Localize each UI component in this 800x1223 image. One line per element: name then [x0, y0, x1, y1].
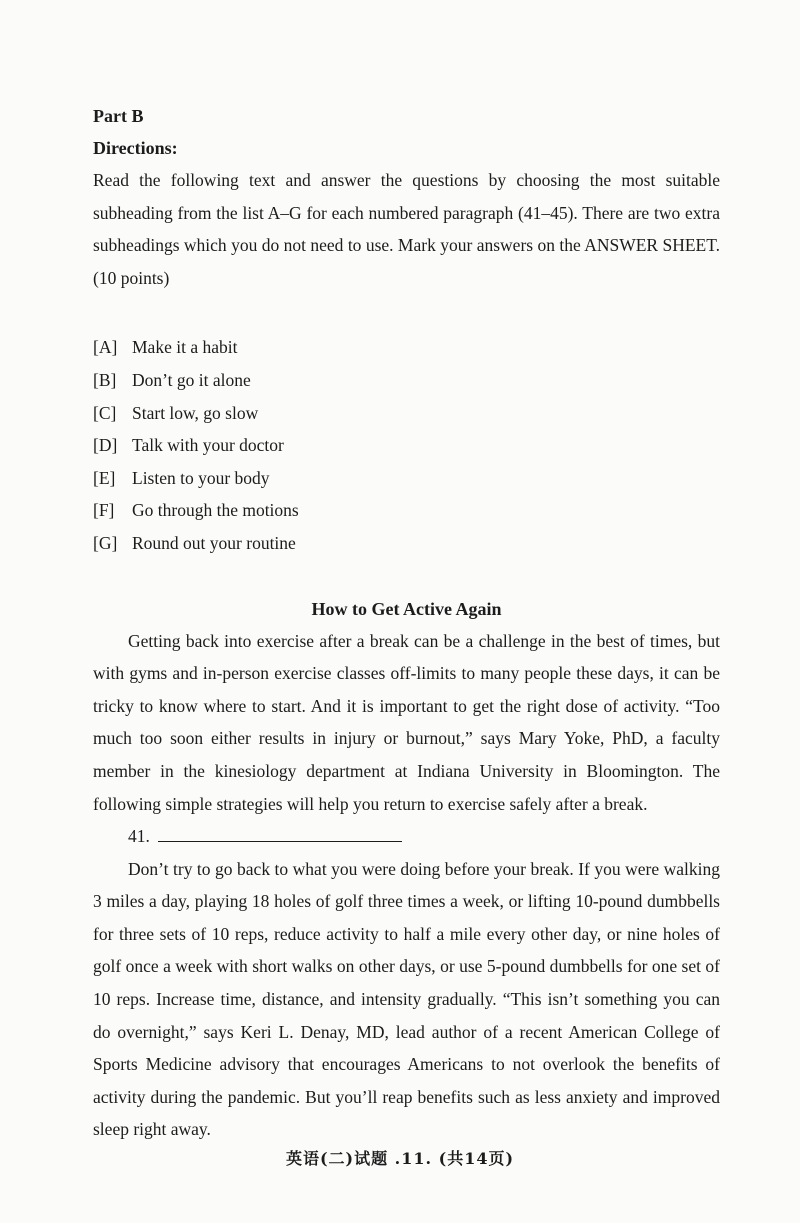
option-b — [93, 364, 720, 397]
option-e — [93, 462, 720, 495]
article-intro: Getting back into exercise after a break can be a challenge in the best of times, but with gyms and in-person exercise classes off-limits to many people these days, it can be tricky to know where to start. And it is important to get the right dose of activity. “Too much too soon either results in injury or burnout,” says Mary Yoke, PhD, a faculty member in the kinesiology department at Indiana University in Bloomington. The following simple strategies will help you return to exercise safely after a break. — [93, 630, 720, 814]
answer-blank[interactable] — [158, 821, 402, 842]
option-text: Don’t go it alone — [132, 369, 251, 390]
article-title: How to Get Active Again — [311, 598, 502, 619]
option-a — [93, 331, 720, 364]
subheading-options — [93, 331, 720, 559]
option-letter: [B] — [93, 369, 117, 390]
option-f — [93, 494, 720, 527]
page-content — [93, 100, 720, 1146]
option-g — [93, 527, 720, 560]
option-text: Go through the motions — [132, 500, 299, 521]
directions-text: Read the following text and answer the questions by choosing the most suitable subheading from the list A–G for each numbered paragraph (41–45). There are two extra subheadings which you do not need to use. Mark your answers on the ANSWER SHEET. (10 points) — [93, 170, 720, 288]
option-text: Make it a habit — [132, 337, 238, 358]
option-text: Talk with your doctor — [132, 435, 284, 456]
option-letter: [G] — [93, 532, 118, 553]
option-text: Start low, go slow — [132, 402, 259, 423]
part-heading: Part B — [93, 106, 144, 126]
option-letter: [E] — [93, 467, 116, 488]
option-letter: [F] — [93, 500, 115, 521]
option-text: Listen to your body — [132, 467, 270, 488]
option-c — [93, 397, 720, 430]
option-text: Round out your routine — [132, 532, 296, 553]
directions-label: Directions: — [93, 138, 178, 158]
option-d — [93, 429, 720, 462]
question-41 — [93, 820, 720, 853]
option-letter: [A] — [93, 337, 118, 358]
page-footer: 英语(二)试题 .11. (共14页) — [285, 1149, 515, 1168]
paragraph-41: Don’t try to go back to what you were doing before your break. If you were walking 3 miles a day, playing 18 holes of golf three times a week, or lifting 10-pound dumbbells for three sets of 10 reps, reduce activity to half a mile every other day, or nine holes of golf once a week with short walks on other days, or use 5-pound dumbbells for one set of 10 reps. Increase time, distance, and intensity gradually. “This isn’t something you can do overnight,” says Keri L. Denay, MD, lead author of a recent American College of Sports Medicine advisory that encourages Americans to not overlook the benefits of activity during the pandemic. But you’ll reap benefits such as less anxiety and improved sleep right away. — [93, 858, 720, 1140]
option-letter: [D] — [93, 435, 118, 456]
option-letter: [C] — [93, 402, 117, 423]
question-number: 41. — [128, 826, 150, 847]
